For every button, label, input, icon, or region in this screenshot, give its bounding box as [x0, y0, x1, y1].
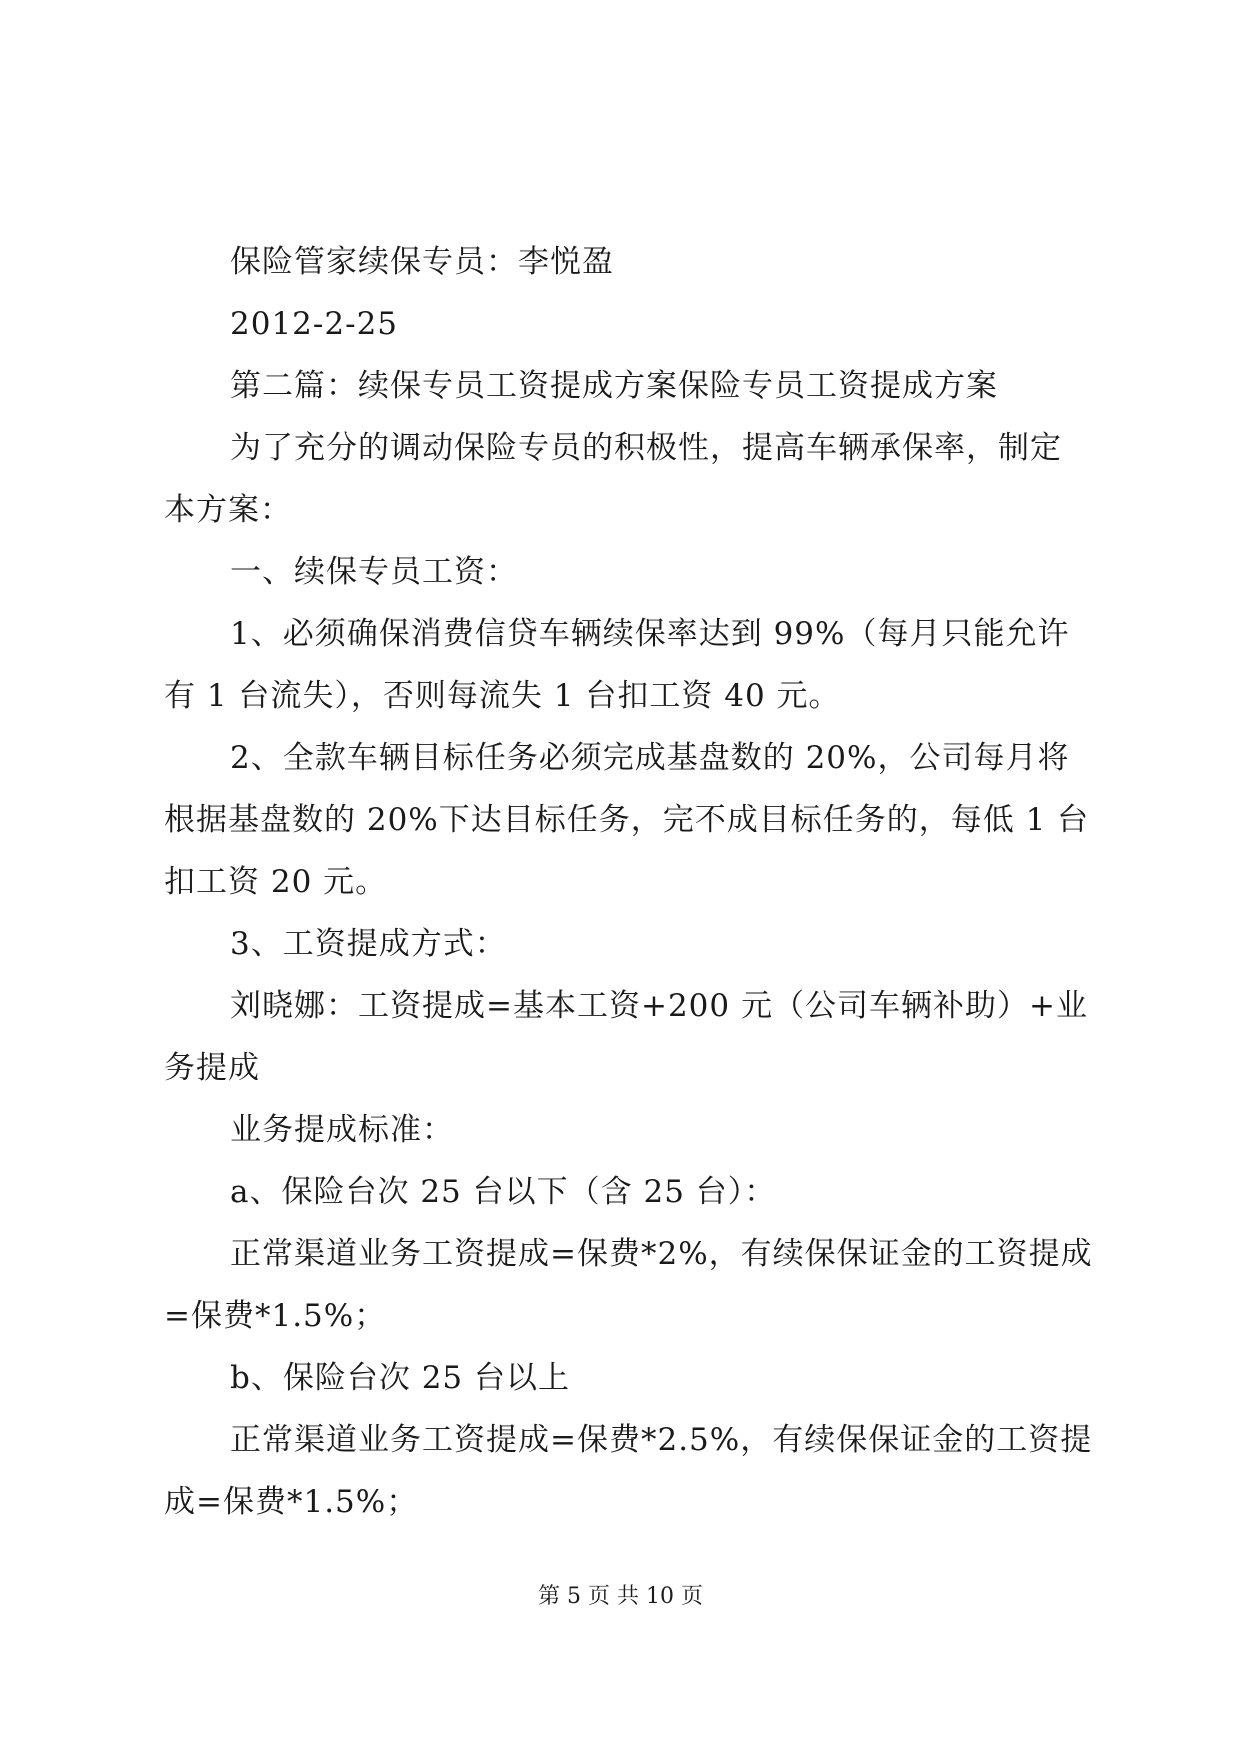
page-number: 第 5 页 共 10 页 [538, 1584, 703, 1609]
author-line: 保险管家续保专员：李悦盈 [230, 244, 614, 280]
section-title: 第二篇：续保专员工资提成方案保险专员工资提成方案 [230, 368, 998, 404]
heading-line: 3、工资提成方式： [230, 926, 507, 962]
paragraph-line: 根据基盘数的 20%下达目标任务，完不成目标任务的，每低 1 台 [164, 802, 1090, 838]
paragraph-line: 正常渠道业务工资提成=保费*2%，有续保保证金的工资提成 [230, 1236, 1093, 1272]
heading-line: 一、续保专员工资： [230, 554, 518, 590]
paragraph-line: a、保险台次 25 台以下（含 25 台）： [230, 1174, 777, 1210]
paragraph-line: b、保险台次 25 台以上 [230, 1360, 570, 1396]
document-body [164, 231, 1093, 1533]
paragraph-line: 为了充分的调动保险专员的积极性，提高车辆承保率，制定 [230, 430, 1062, 466]
heading-line: 业务提成标准： [230, 1112, 454, 1148]
paragraph-line: 成=保费*1.5%； [164, 1484, 419, 1520]
paragraph-line: 正常渠道业务工资提成=保费*2.5%，有续保保证金的工资提 [230, 1422, 1093, 1458]
paragraph-line: 1、必须确保消费信贷车辆续保率达到 99%（每月只能允许 [230, 616, 1070, 652]
paragraph-line: 本方案： [164, 492, 292, 528]
paragraph-line: 扣工资 20 元。 [164, 864, 388, 900]
paragraph-line: =保费*1.5%； [164, 1298, 387, 1334]
date-line: 2012-2-25 [230, 306, 399, 342]
paragraph-line: 有 1 台流失），否则每流失 1 台扣工资 40 元。 [164, 678, 841, 714]
paragraph-line: 2、全款车辆目标任务必须完成基盘数的 20%，公司每月将 [230, 740, 1070, 776]
paragraph-line: 刘晓娜：工资提成=基本工资+200 元（公司车辆补助）+业 [230, 988, 1088, 1024]
paragraph-line: 务提成 [164, 1050, 260, 1086]
